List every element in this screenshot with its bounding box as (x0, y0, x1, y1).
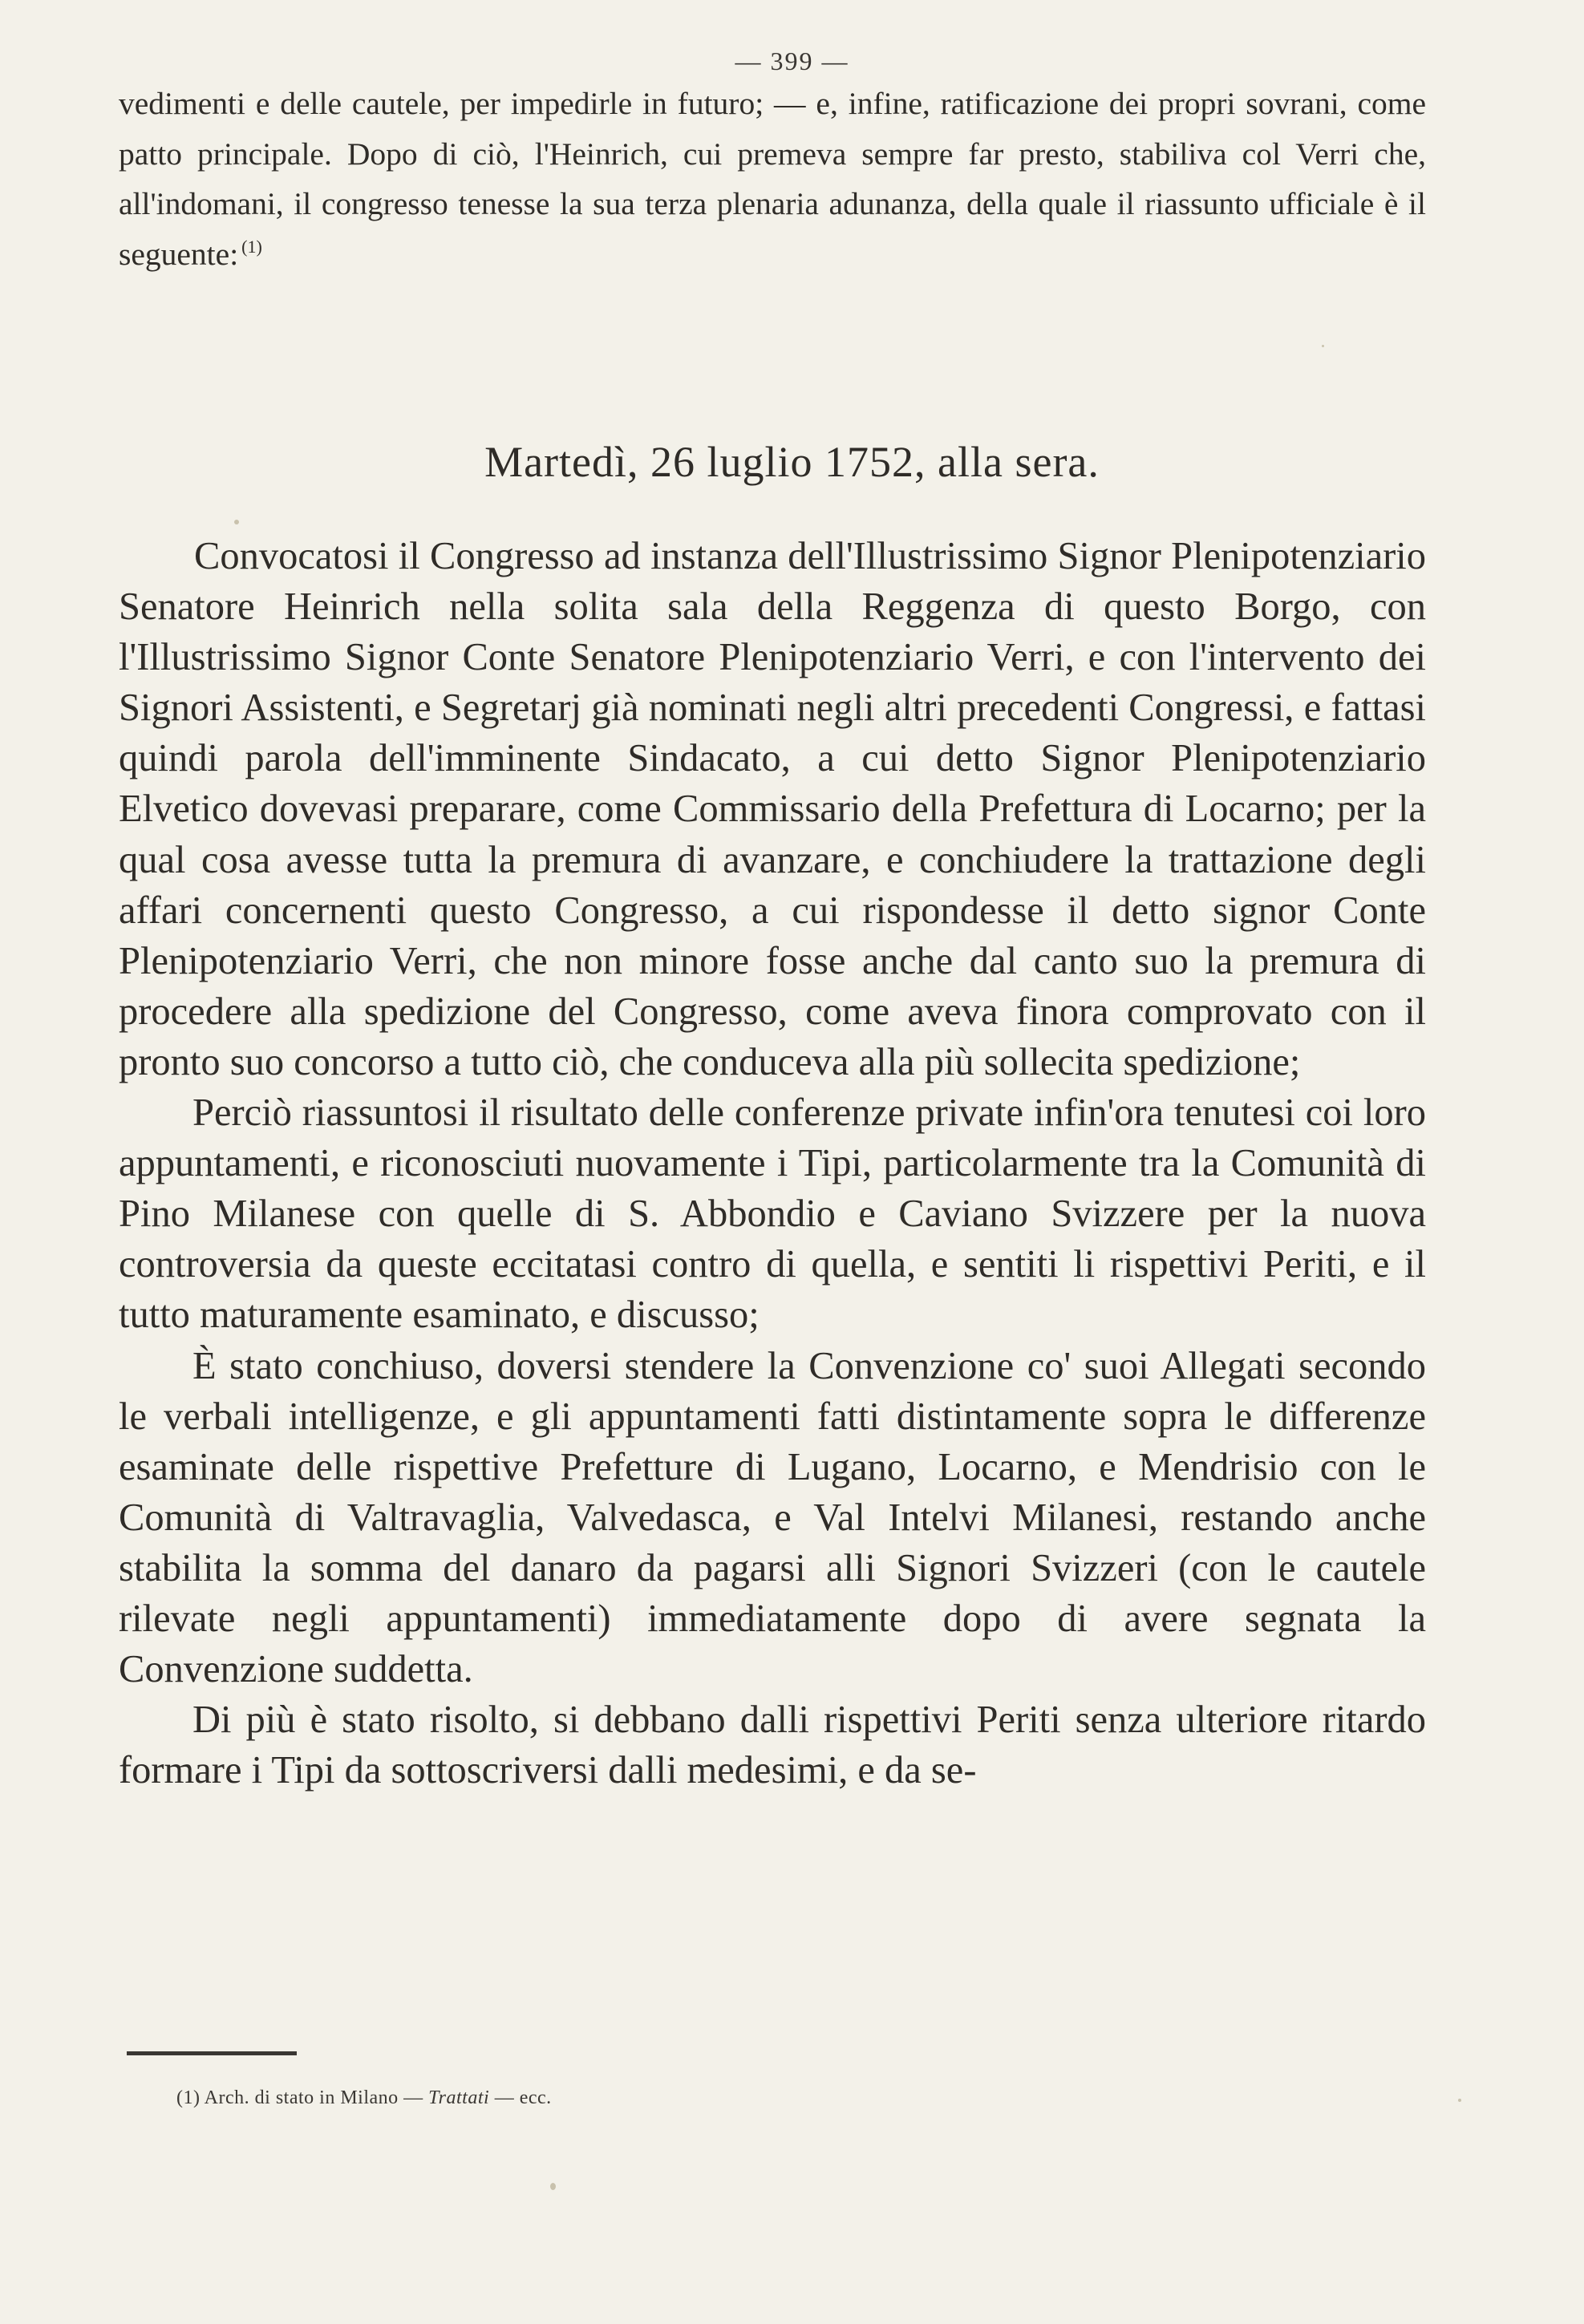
footnote-marker: (1) (176, 2087, 201, 2108)
paragraph-summary: Perciò riassuntosi il risultato delle conferenze private infin'ora tenutesi coi loro appuntamenti, e riconosciuti nuovamente i Tipi, particolarmente tra la Comunità di Pino Milanese con quelle di S. Abbondio e Caviano Svizzere per la nuova controversia da queste eccitatasi contro di quella, e sentiti li rispettivi Periti, e il tutto maturamente esaminato, e discusso; (119, 1091, 1426, 1337)
paper-speck (234, 520, 239, 524)
paragraph-conclusion: È stato conchiuso, doversi stendere la Convenzione co' suoi Allegati secondo le verbali intelligenze, e gli appuntamenti fatti distintamente sopra le differenze esaminate delle rispettive Prefetture di Lugano, Locarno, e Mendrisio con le Comunità di Valtravaglia, Valvedasca, e Val Intelvi Milanesi, restando anche stabilita la somma del danaro da pagarsi alli Signori Svizzeri (con le cautele rilevate negli appuntamenti) immediatamente dopo di avere segnata la Convenzione suddetta. (119, 1344, 1426, 1691)
paragraph-convocation: Convocatosi il Congresso ad instanza dell'Illustrissimo Signor Plenipotenziario Senatore Heinrich nella solita sala della Reggenza di questo Borgo, con l'Illustrissimo Signor Conte Senatore Plenipotenziario Verri, e con l'intervento dei Signori Assistenti, e Segretarj già nominati negli altri precedenti Congressi, e fattasi quindi parola dell'imminente Sindacato, a cui detto Signor Plenipotenziario Elvetico dovevasi preparare, come Commissario della Prefettura di Locarno; per la qual cosa avesse tutta la premura di avanzare, e conchiudere la trattazione degli affari concernenti questo Congresso, a cui rispondesse il detto signor Conte Plenipotenziario Verri, che non minore fosse anche dal canto suo la premura di procedere alla spedizione del Congresso, come aveva finora comprovato con il pronto suo concorso a tutto ciò, che conduceva alla più sollecita spedizione; (119, 535, 1426, 1083)
footnote-title: Trattati (428, 2087, 490, 2108)
page-number: — 399 — (735, 47, 849, 75)
paragraph-resolution: Di più è stato risolto, si debbano dalli rispettivi Periti senza ulteriore ritardo formare i Tipi da sottoscriversi dalli medesimi, e da se- (119, 1698, 1426, 1792)
section-heading: Martedì, 26 luglio 1752, alla sera. (484, 438, 1100, 486)
intro-paragraph (119, 79, 1426, 279)
paper-speck (550, 2183, 556, 2190)
paper-speck (1458, 2099, 1461, 2102)
intro-text: vedimenti e delle cautele, per impedirle in futuro; — e, infine, ratificazione dei propri sovrani, come patto principale. Dopo di ciò, l'Heinrich, cui premeva sempre far presto, stabiliva col Verri che, all'indomani, il congresso tenesse la sua terza plenaria adunanza, della quale il riassunto ufficiale è il seguente: (119, 86, 1426, 272)
footnote-ecc: — ecc. (494, 2087, 552, 2108)
footnote-text: Arch. di stato in Milano — (204, 2087, 423, 2108)
footnote-reference: (1) (241, 237, 262, 257)
minutes-body (119, 531, 1426, 1796)
footnote-divider (127, 2051, 297, 2055)
paper-speck (1322, 345, 1324, 347)
footnote (176, 2087, 552, 2109)
